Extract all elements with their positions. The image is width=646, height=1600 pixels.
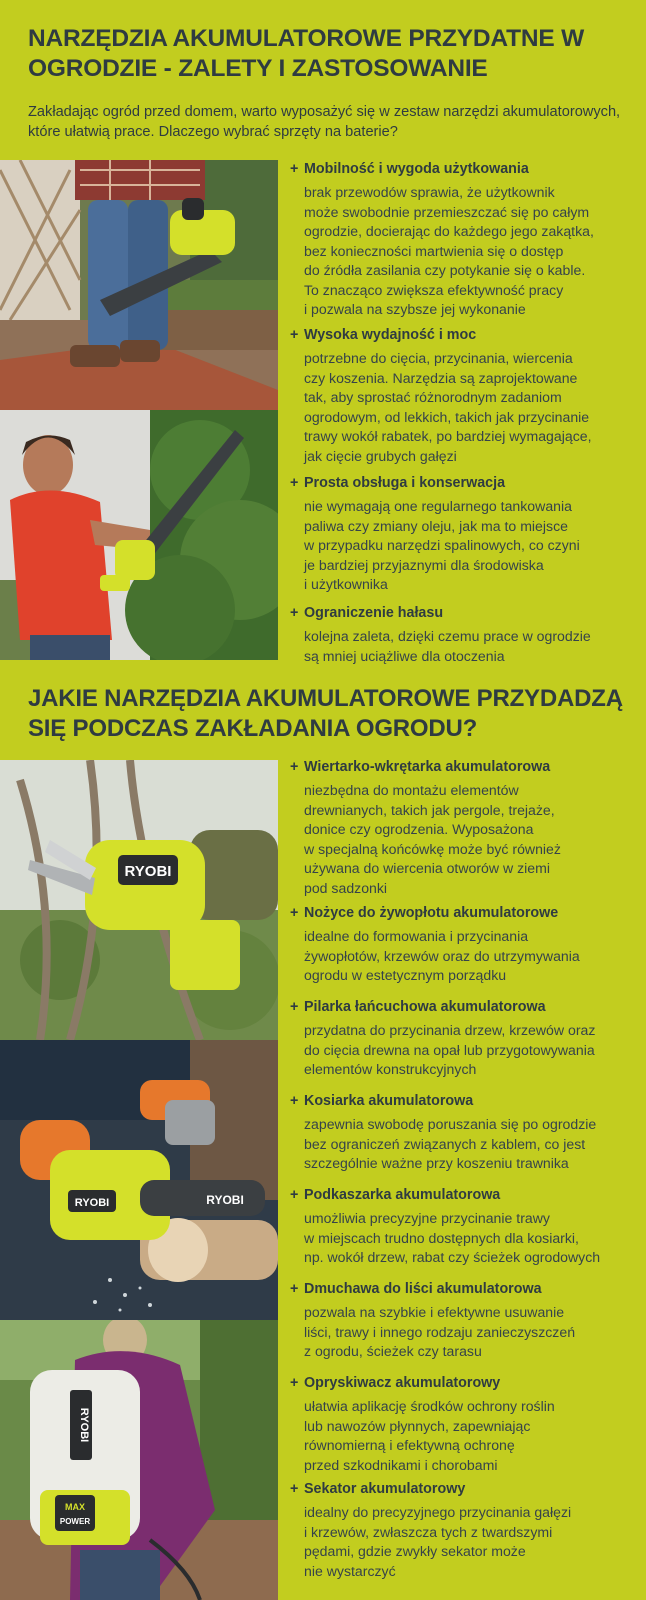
advantage-description: brak przewodów sprawia, że użytkownik może swobodnie przemieszczać się po całym ogrodzie, docierając do każdego jego zakątka, bez konieczności martwienia się o dostęp do źródła zasilania czy potykanie się o kable. To znacząco zwiększa efektywność pracy i pozwala na szybsze jej wykonanie bbox=[304, 184, 594, 317]
plus-icon: + bbox=[290, 1281, 299, 1297]
main-heading: NARZĘDZIA AKUMULATOROWE PRZYDATNE W OGRODZIE - ZALETY I ZASTOSOWANIE bbox=[28, 25, 584, 82]
advantage-description: potrzebne do cięcia, przycinania, wiercenia czy koszenia. Narzędzia są zaprojektowane tak, aby sprostać różnorodnym zadaniom ogrodowym, od lekkich, takich jak przycinanie trawy wokół rabatek, po bardziej wymagające, jak cięcie grubych gałęzi bbox=[304, 350, 592, 464]
max-power-logo-top: MAX bbox=[65, 1502, 85, 1512]
tool-description: niezbędna do montażu elementów drewnianych, takich jak pergole, trejaże, donice czy ogrodzenia. Wyposażona w specjalną końcówkę może być również używana do wiercenia otworów w ziemi pod sadzonki bbox=[304, 782, 561, 896]
tool-title: + Kosiarka akumulatorowa bbox=[290, 1093, 474, 1109]
advantage-item bbox=[290, 326, 636, 466]
tool-title: + Dmuchawa do liści akumulatorowa bbox=[290, 1281, 542, 1297]
tool-item bbox=[290, 1374, 636, 1475]
tool-description: zapewnia swobodę poruszania się po ogrodzie bez ograniczeń związanych z kablem, co jest szczególnie ważne przy koszeniu trawnika bbox=[304, 1116, 597, 1171]
plus-icon: + bbox=[290, 905, 299, 921]
tool-description: umożliwia precyzyjne przycinanie trawy w miejscach trudno dostępnych dla kosiarki, np. wokół drzew, rabat czy ścieżek ogrodowych bbox=[304, 1210, 601, 1265]
tool-description: ułatwia aplikację środków ochrony roślin lub nawozów płynnych, zapewniając równomierną i efektywną ochronę przed szkodnikami i chorobami bbox=[304, 1398, 555, 1473]
tool-title: + Podkaszarka akumulatorowa bbox=[290, 1187, 501, 1203]
tool-description: pozwala na szybkie i efektywne usuwanie liści, trawy i innego rodzaju zanieczyszczeń z ogrodu, ścieżek czy tarasu bbox=[304, 1304, 576, 1359]
plus-icon: + bbox=[290, 999, 299, 1015]
plus-icon: + bbox=[290, 327, 299, 343]
ryobi-logo-pruner: RYOBI bbox=[124, 863, 172, 880]
photo-hedge-trimmer bbox=[0, 410, 278, 660]
tool-item bbox=[290, 1480, 636, 1581]
plus-icon: + bbox=[290, 1093, 299, 1109]
plus-icon: + bbox=[290, 759, 299, 775]
tool-item bbox=[290, 758, 636, 898]
plus-icon: + bbox=[290, 1187, 299, 1203]
tool-title: + Sekator akumulatorowy bbox=[290, 1481, 466, 1497]
advantage-title: + Prosta obsługa i konserwacja bbox=[290, 475, 506, 491]
advantage-title: + Mobilność i wygoda użytkowania bbox=[290, 161, 529, 177]
tool-item bbox=[290, 1186, 636, 1268]
advantage-item bbox=[290, 604, 636, 666]
advantage-description: kolejna zaleta, dzięki czemu prace w ogrodzie są mniej uciążliwe dla otoczenia bbox=[304, 628, 591, 664]
tool-item bbox=[290, 1092, 636, 1174]
tool-title: + Opryskiwacz akumulatorowy bbox=[290, 1375, 501, 1391]
second-heading: JAKIE NARZĘDZIA AKUMULATOROWE PRZYDADZĄ SIĘ PODCZAS ZAKŁADANIA OGRODU? bbox=[28, 685, 623, 742]
ryobi-logo-chainsaw-body: RYOBI bbox=[74, 1197, 110, 1209]
tool-description: przydatna do przycinania drzew, krzewów oraz do cięcia drewna na opał lub przygotowywania elementów konstrukcyjnych bbox=[304, 1022, 596, 1077]
tool-description: idealny do precyzyjnego przycinania gałęzi i krzewów, zwłaszcza tych z twardszymi pędami, gdzie zwykły sekator może nie wystarczyć bbox=[304, 1504, 572, 1579]
plus-icon: + bbox=[290, 161, 299, 177]
photo-chainsaw bbox=[0, 1040, 278, 1320]
tool-item bbox=[290, 998, 636, 1080]
tool-item bbox=[290, 1280, 636, 1362]
advantage-description: nie wymagają one regularnego tankowania paliwa czy zmiany oleju, jak ma to miejsce w przypadku narzędzi spalinowych, co czyni je bardziej przyjaznymi dla środowiska i użytkownika bbox=[304, 498, 580, 592]
plus-icon: + bbox=[290, 475, 299, 491]
tool-title: + Wiertarko-wkrętarka akumulatorowa bbox=[290, 759, 551, 775]
advantage-title: + Ograniczenie hałasu bbox=[290, 605, 444, 621]
plus-icon: + bbox=[290, 605, 299, 621]
max-power-logo-bottom: POWER bbox=[59, 1517, 91, 1526]
photo-sprayer bbox=[0, 1320, 278, 1600]
ryobi-logo-sprayer: RYOBI bbox=[78, 1407, 90, 1443]
tool-description: idealne do formowania i przycinania żywopłotów, krzewów oraz do utrzymywania ogrodu w estetycznym porządku bbox=[304, 928, 580, 983]
photo-pruner bbox=[0, 760, 278, 1040]
plus-icon: + bbox=[290, 1375, 299, 1391]
tool-item bbox=[290, 904, 636, 986]
advantage-title: + Wysoka wydajność i moc bbox=[290, 327, 477, 343]
plus-icon: + bbox=[290, 1481, 299, 1497]
tool-title: + Pilarka łańcuchowa akumulatorowa bbox=[290, 999, 546, 1015]
tool-title: + Nożyce do żywopłotu akumulatorowe bbox=[290, 905, 559, 921]
ryobi-logo-chainsaw-bar: RYOBI bbox=[206, 1193, 244, 1207]
photo-leaf-blower bbox=[0, 160, 278, 410]
advantage-item bbox=[290, 474, 636, 595]
advantage-item bbox=[290, 160, 636, 320]
intro-paragraph: Zakładając ogród przed domem, warto wyposażyć się w zestaw narzędzi akumulatorowych, które ułatwią prace. Dlaczego wybrać sprzęty na baterie? bbox=[28, 104, 621, 140]
